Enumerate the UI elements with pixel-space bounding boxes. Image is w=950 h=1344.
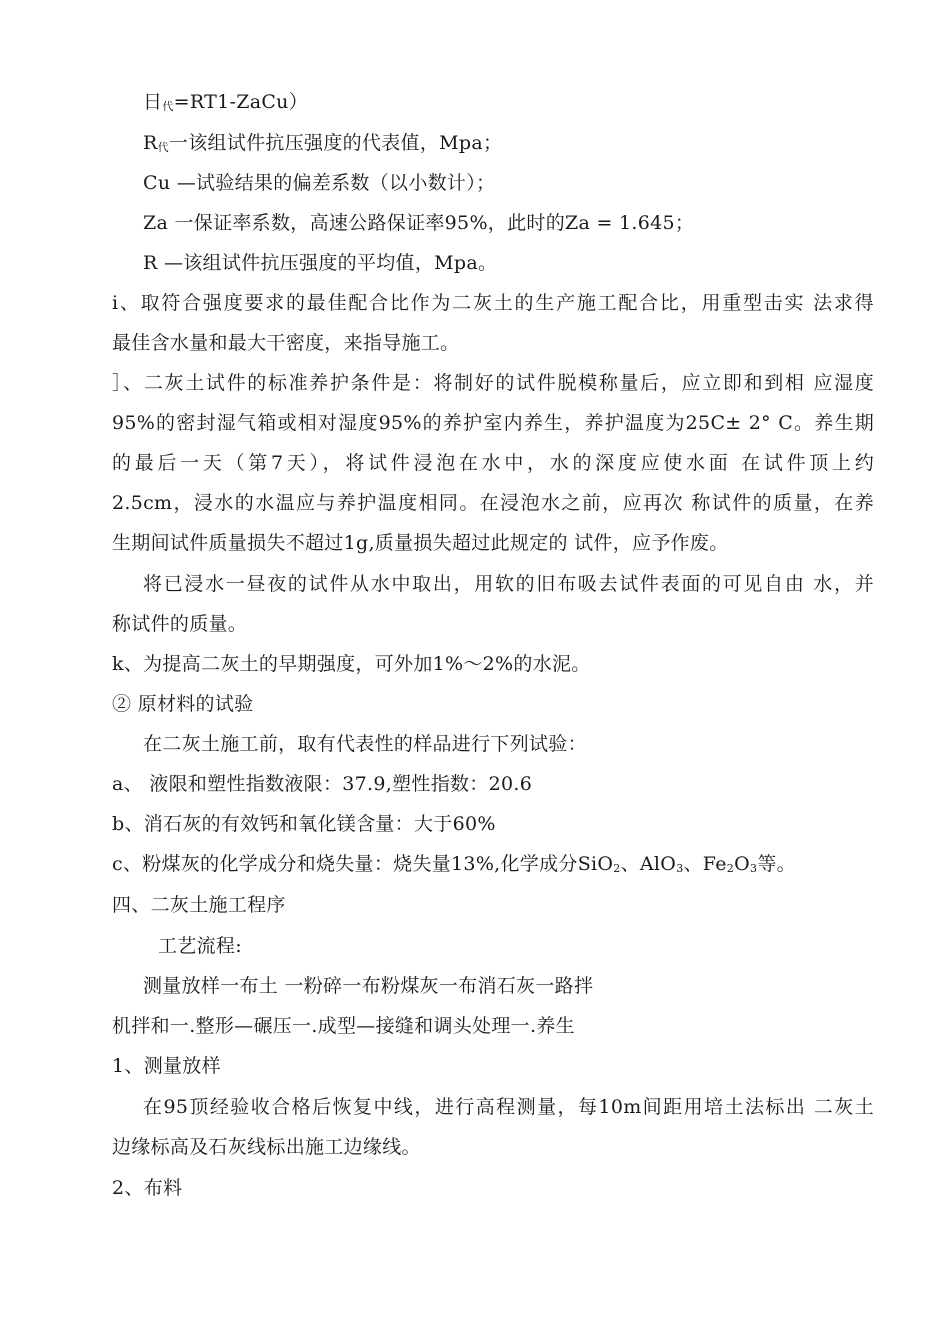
chemical-subscript: 3: [750, 862, 758, 875]
paragraph-line: 在二灰土施工前，取有代表性的样品进行下列试验：: [143, 733, 587, 755]
formula-subscript: 代: [162, 100, 174, 113]
formula-expression: =RT1-ZaCu）: [173, 91, 309, 113]
variable-definition: Za 一保证率系数，高速公路保证率95%，此时的Za = 1.645；: [143, 212, 695, 234]
section-heading: 四、二灰土施工程序: [112, 894, 286, 916]
formula-symbol: 日: [143, 91, 163, 113]
paragraph-line: 将已浸水一昼夜的试件从水中取出，用软的旧布吸去试件表面的可见自由 水，并: [143, 573, 874, 595]
paragraph-line: 称试件的质量。: [112, 613, 248, 635]
process-flow-line: 测量放样一布土 一粉碎一布粉煤灰一布消石灰一路拌: [143, 975, 594, 997]
list-item: [112, 852, 796, 881]
variable-definition: Cu —试验结果的偏差系数（以小数计）；: [143, 172, 496, 194]
paragraph-line: ］、二灰土试件的标准养护条件是：将制好的试件脱模称量后，应立即和到相 应湿度: [112, 372, 874, 394]
variable-symbol: R: [143, 132, 158, 154]
list-item-text: c、粉煤灰的化学成分和烧失量：烧失量13%,化学成分SiO: [112, 853, 614, 875]
list-item-text: 等。: [757, 853, 796, 875]
paragraph-line: 边缘标高及石灰线标出施工边缘线。: [112, 1136, 421, 1158]
process-flow-line: 机拌和一.整形—碾压一.成型—接缝和调头处理一.养生: [112, 1015, 575, 1037]
chemical-subscript: 2: [726, 862, 735, 875]
step-heading: 2、布料: [112, 1177, 183, 1199]
section-heading: ② 原材料的试验: [112, 693, 254, 715]
variable-subscript: 代: [157, 141, 169, 154]
list-item-text: O: [734, 853, 750, 875]
paragraph-line: 在95顶经验收合格后恢复中线，进行高程测量，每10m间距用培土法标出 二灰土: [143, 1096, 874, 1118]
paragraph-line: 95%的密封湿气箱或相对湿度95%的养护室内养生，养护温度为25C± 2° C。养生期: [112, 412, 874, 434]
paragraph-line: k、为提高二灰土的早期强度，可外加1%〜2%的水泥。: [112, 653, 591, 675]
chemical-subscript: 2: [613, 862, 621, 875]
paragraph-line: 2.5cm，浸水的水温应与养护温度相同。在浸泡水之前，应再次 称试件的质量，在养: [112, 492, 874, 514]
paragraph-line: 生期间试件质量损失不超过1g,质量损失超过此规定的 试件，应予作废。: [112, 532, 729, 554]
step-heading: 1、测量放样: [112, 1055, 221, 1077]
list-item-text: 、Fe: [683, 853, 727, 875]
subsection-title: 工艺流程:: [158, 935, 242, 957]
paragraph-line: 的最后一天（第7天），将试件浸泡在水中，水的深度应使水面 在试件顶上约: [112, 452, 874, 474]
chemical-subscript: 3: [676, 862, 684, 875]
list-item: b、消石灰的有效钙和氧化镁含量：大于60%: [112, 813, 496, 835]
variable-description: 一该组试件抗压强度的代表值，Mpa；: [168, 132, 503, 154]
variable-definition: R —该组试件抗压强度的平均值，Mpa。: [143, 252, 498, 274]
paragraph-line: 最佳含水量和最大干密度，来指导施工。: [112, 332, 460, 354]
paragraph-line: i、取符合强度要求的最佳配合比作为二灰土的生产施工配合比，用重型击实 法求得: [112, 292, 874, 314]
list-item: a、 液限和塑性指数液限：37.9,塑性指数：20.6: [112, 773, 533, 795]
list-item-text: 、AlO: [620, 853, 677, 875]
variable-definition: [143, 131, 502, 160]
formula-line: [143, 90, 308, 119]
